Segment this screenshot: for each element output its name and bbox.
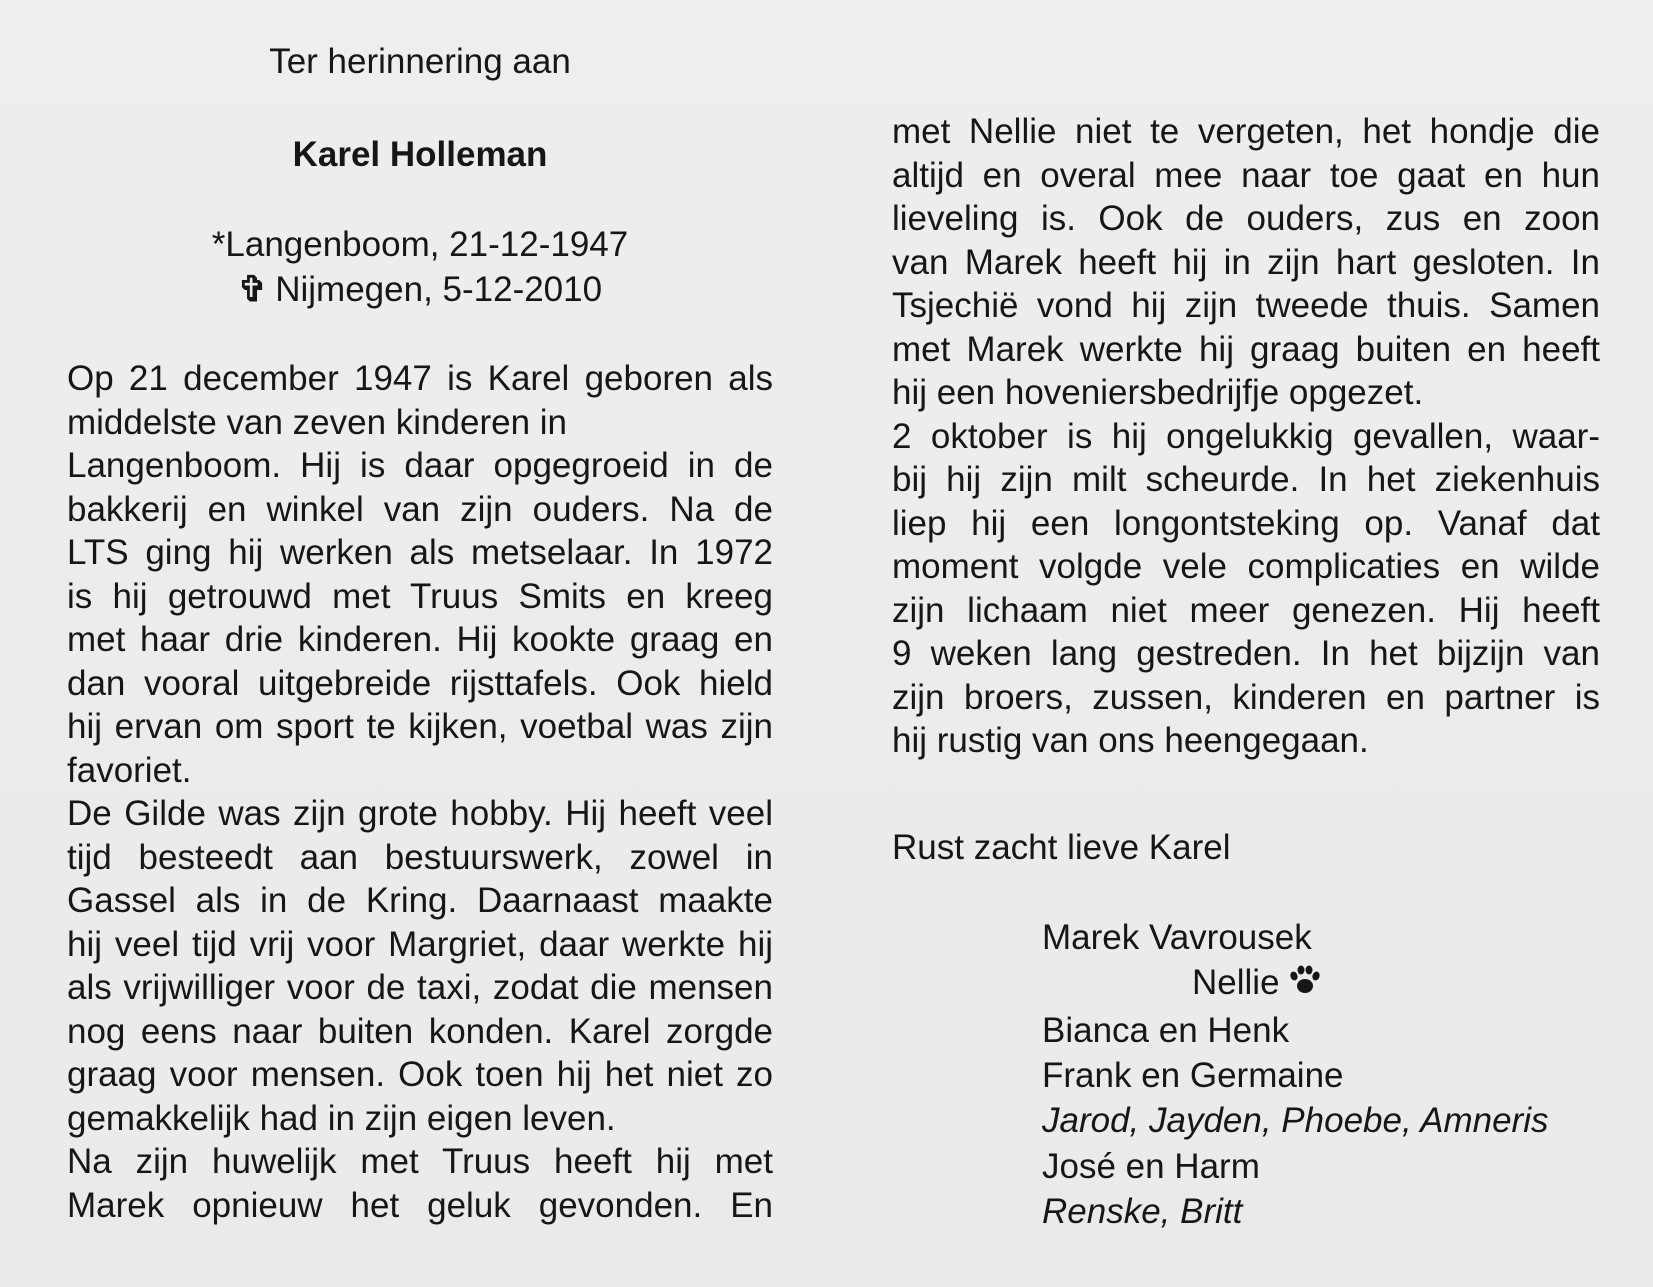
- deceased-name: Karel Holleman: [292, 135, 548, 174]
- text-line: middelste van zeven kinderen in: [67, 402, 568, 442]
- text-line: Gassel als in de Kring. Daarnaast maakte: [67, 881, 773, 920]
- text-line: 9 weken lang gestreden. In het bijzijn van: [892, 634, 1600, 673]
- text-line: dan vooral uitgebreide rijsttafels. Ook hield: [67, 663, 773, 703]
- text-line: nog eens naar buiten konden. Karel zorgde: [67, 1011, 773, 1051]
- family-grandchildren-2: Jarod, Jayden, Phoebe, Amneris: [1042, 1101, 1549, 1141]
- text-line: altijd en overal mee naar toe gaat en hun: [892, 155, 1600, 195]
- text-line: LTS ging hij werken als metselaar. In 1972: [67, 533, 773, 572]
- text-line: hij rustig van ons heengegaan.: [892, 721, 1369, 760]
- text-line: moment volgde vele complicaties en wilde: [892, 547, 1600, 586]
- biography-left-column: [67, 357, 773, 1227]
- paw-print-icon: [1288, 962, 1322, 1007]
- text-line: als vrijwilliger voor de taxi, zodat die mensen: [67, 968, 773, 1007]
- text-line: bakkerij en winkel van zijn ouders. Na de: [67, 489, 773, 529]
- death-place-date: Nijmegen, 5-12-2010: [275, 270, 603, 309]
- text-line: zijn lichaam niet meer genezen. Hij heeft: [892, 590, 1600, 630]
- family-list: [1042, 915, 1549, 1234]
- text-line: Na zijn huwelijk met Truus heeft hij met: [67, 1142, 773, 1181]
- text-line: met Marek werkte hij graag buiten en heeft: [892, 329, 1600, 369]
- text-line: tijd besteedt aan bestuurswerk, zowel in: [67, 837, 773, 877]
- dog-name: Nellie: [1192, 963, 1280, 1003]
- text-line: liep hij een longontsteking op. Vanaf dat: [892, 503, 1600, 543]
- text-line: van Marek heeft hij in zijn hart gesloten. In: [892, 242, 1600, 282]
- text-line: De Gilde was zijn grote hobby. Hij heeft veel: [67, 794, 773, 833]
- intro-line: Ter herinnering aan: [269, 42, 571, 81]
- cross-icon: ✞: [237, 270, 268, 309]
- text-line: met Nellie niet te vergeten, het hondje die: [892, 112, 1600, 151]
- biography-right-column: [892, 110, 1600, 763]
- death-line: [150, 270, 690, 310]
- text-line: hij veel tijd vrij voor Margriet, daar werkte hij: [67, 924, 773, 964]
- family-child-3: José en Harm: [1042, 1146, 1260, 1186]
- family-child-2: Frank en Germaine: [1042, 1055, 1344, 1095]
- text-line: lieveling is. Ook de ouders, zus en zoon: [892, 199, 1600, 238]
- text-line: graag voor mensen. Ook toen hij het niet zo: [67, 1055, 773, 1094]
- text-line: hij ervan om sport te kijken, voetbal was zijn: [67, 707, 773, 746]
- family-dog: [1042, 960, 1549, 1007]
- birth-line: *Langenboom, 21-12-1947: [211, 225, 629, 264]
- text-line: Marek opnieuw het geluk gevonden. En: [67, 1185, 773, 1225]
- text-line: Langenboom. Hij is daar opgegroeid in de: [67, 446, 773, 485]
- family-partner: Marek Vavrousek: [1042, 918, 1312, 957]
- text-line: 2 oktober is hij ongelukkig gevallen, waar-: [892, 416, 1600, 456]
- text-line: hij een hoveniersbedrijfje opgezet.: [892, 373, 1424, 412]
- text-line: gemakkelijk had in zijn eigen leven.: [67, 1098, 616, 1138]
- text-line: bij hij zijn milt scheurde. In het ziekenhuis: [892, 460, 1600, 499]
- text-line: Tsjechië vond hij zijn tweede thuis. Samen: [892, 286, 1600, 325]
- text-line: is hij getrouwd met Truus Smits en kreeg: [67, 576, 773, 616]
- text-line: favoriet.: [67, 750, 192, 790]
- family-child-1: Bianca en Henk: [1042, 1010, 1290, 1050]
- family-grandchildren-3: Renske, Britt: [1042, 1191, 1243, 1231]
- text-line: Op 21 december 1947 is Karel geboren als: [67, 359, 773, 398]
- text-line: zijn broers, zussen, kinderen en partner is: [892, 677, 1600, 717]
- text-line: met haar drie kinderen. Hij kookte graag en: [67, 620, 773, 659]
- closing-line: Rust zacht lieve Karel: [892, 828, 1231, 867]
